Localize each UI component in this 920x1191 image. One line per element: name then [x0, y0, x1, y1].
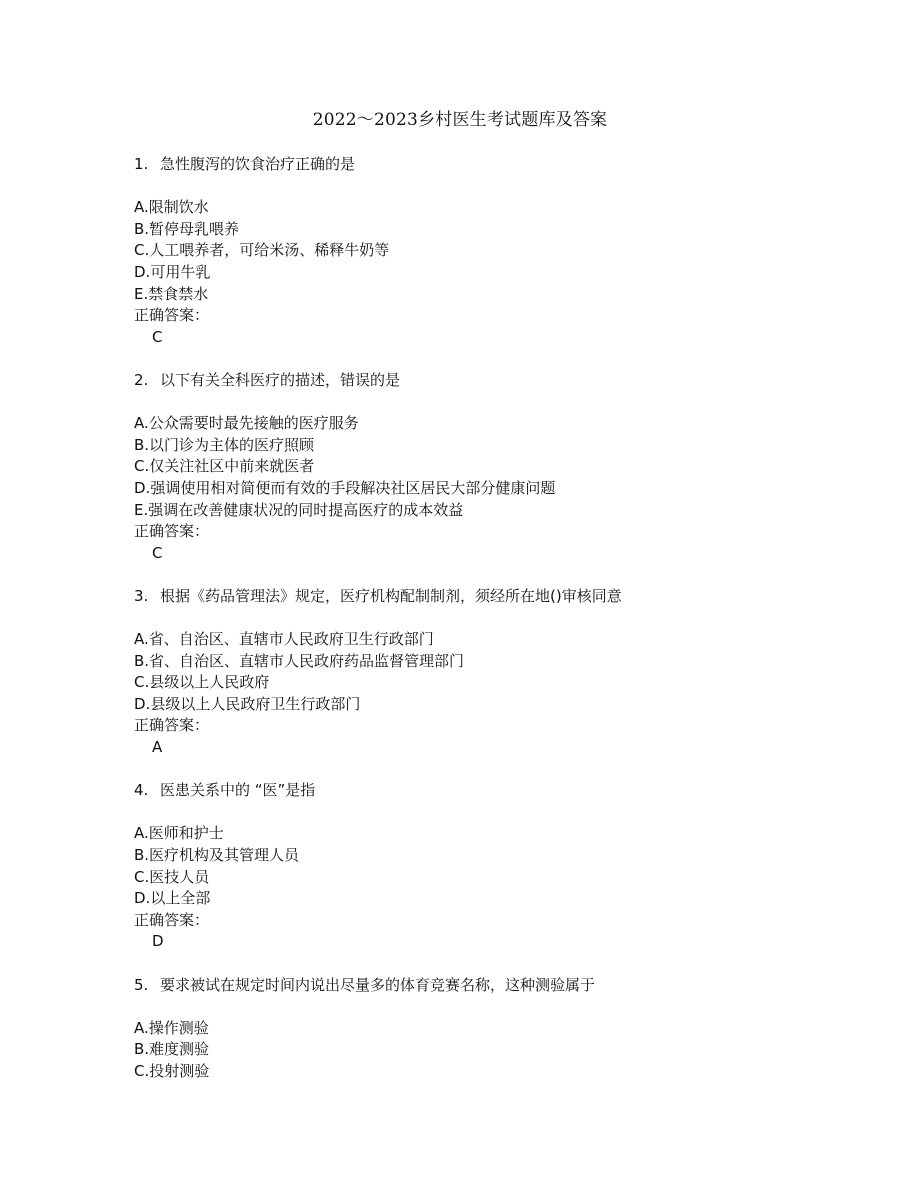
question-number: 4.: [134, 781, 149, 800]
question-stem: [134, 780, 854, 802]
answer-value: A: [152, 738, 163, 757]
option-a: A.公众需要时最先接触的医疗服务: [134, 414, 359, 433]
option-c: C.医技人员: [134, 867, 210, 886]
option-a: A.省、自治区、直辖市人民政府卫生行政部门: [134, 630, 434, 649]
option-d: D.可用牛乳: [134, 262, 211, 281]
question-2: [134, 370, 854, 564]
option-d: D.县级以上人民政府卫生行政部门: [134, 694, 361, 713]
question-number: 5.: [134, 975, 149, 994]
question-1: [134, 154, 854, 348]
option-b: B.医疗机构及其管理人员: [134, 846, 300, 864]
question-3: [134, 586, 854, 759]
question-number: 3.: [134, 586, 149, 605]
question-stem: [134, 975, 854, 997]
question-text: 医患关系中的 “医”是指: [160, 781, 316, 800]
answer-value: C: [152, 543, 163, 562]
option-e: E.强调在改善健康状况的同时提高医疗的成本效益: [134, 500, 464, 519]
option-c: C.县级以上人民政府: [134, 673, 270, 692]
question-4: [134, 780, 854, 953]
question-text: 根据《药品管理法》规定，医疗机构配制制剂，须经所在地()审核同意: [160, 586, 622, 605]
answer-label: 正确答案：: [134, 910, 210, 929]
question-stem: [134, 154, 854, 176]
option-a: A.限制饮水: [134, 198, 209, 217]
answer-label: 正确答案：: [134, 306, 210, 325]
option-c: C.投射测验: [134, 1061, 210, 1080]
option-a: A.操作测验: [134, 1018, 209, 1037]
question-number: 1.: [134, 155, 149, 173]
option-e: E.禁食禁水: [134, 284, 209, 303]
answer-value: D: [152, 932, 164, 951]
option-b: B.难度测验: [134, 1040, 210, 1059]
document-title: 2022～2023乡村医生考试题库及答案: [312, 110, 608, 130]
question-text: 急性腹泻的饮食治疗正确的是: [160, 155, 356, 173]
question-list: [134, 154, 854, 1104]
question-text: 要求被试在规定时间内说出尽量多的体育竞赛名称，这种测验属于: [160, 975, 596, 994]
option-c: C.仅关注社区中前来就医者: [134, 457, 315, 476]
answer-label: 正确答案：: [134, 522, 210, 541]
question-text: 以下有关全科医疗的描述，错误的是: [160, 370, 401, 389]
option-a: A.医师和护士: [134, 824, 224, 843]
question-stem: [134, 586, 854, 608]
option-b: B.以门诊为主体的医疗照顾: [134, 435, 315, 454]
question-stem: [134, 370, 854, 392]
question-number: 2.: [134, 370, 149, 389]
option-d: D.强调使用相对简便而有效的手段解决社区居民大部分健康问题: [134, 478, 556, 497]
option-b: B.省、自治区、直辖市人民政府药品监督管理部门: [134, 651, 465, 670]
option-d: D.以上全部: [134, 889, 211, 908]
option-b: B.暂停母乳喂养: [134, 219, 240, 238]
answer-value: C: [152, 327, 163, 346]
question-5: [134, 975, 854, 1083]
option-c: C.人工喂养者，可给米汤、稀释牛奶等: [134, 241, 390, 260]
answer-label: 正确答案：: [134, 716, 210, 735]
